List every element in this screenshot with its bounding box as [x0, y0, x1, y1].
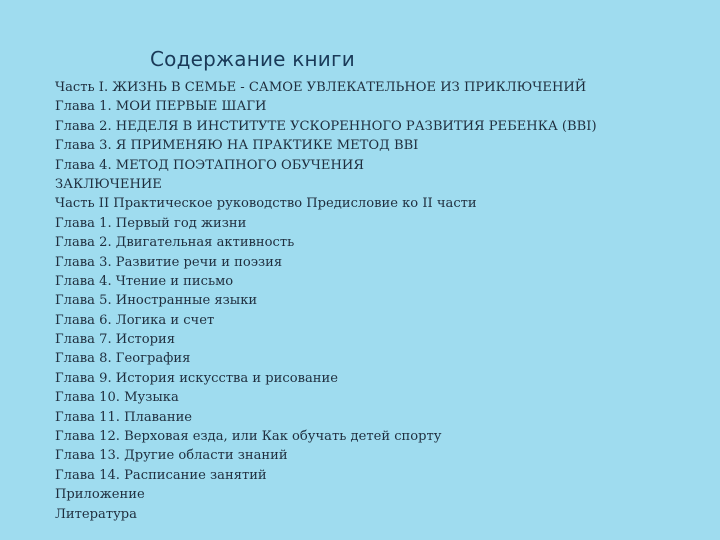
toc-item: Глава 10. Музыка	[55, 390, 179, 406]
toc-item: Глава 4. Чтение и письмо	[55, 273, 234, 289]
toc-item: Часть II Практическое руководство Предисловие ко II части	[55, 196, 477, 212]
toc-item: Глава 7. История	[55, 332, 176, 348]
toc-item: Глава 9. История искусства и рисование	[55, 370, 338, 386]
toc-item: Глава 6. Логика и счет	[55, 312, 215, 328]
toc-item: Глава 2. Двигательная активность	[55, 235, 295, 251]
toc-item: Глава 5. Иностранные языки	[55, 293, 258, 309]
toc-item: Глава 12. Верховая езда, или Как обучать детей спорту	[55, 429, 442, 445]
toc-item: Глава 3. Я ПРИМЕНЯЮ НА ПРАКТИКЕ МЕТОД ВВI	[55, 138, 419, 154]
toc-item: Глава 8. География	[55, 351, 191, 367]
toc-item: Глава 1. Первый год жизни	[55, 215, 247, 231]
toc-item: Глава 2. НЕДЕЛЯ В ИНСТИТУТЕ УСКОРЕННОГО РАЗВИТИЯ РЕБЕНКА (ВВI)	[55, 118, 597, 134]
toc-item: ЗАКЛЮЧЕНИЕ	[55, 176, 162, 192]
toc-item: Глава 4. МЕТОД ПОЭТАПНОГО ОБУЧЕНИЯ	[55, 157, 364, 173]
toc-item: Глава 14. Расписание занятий	[55, 467, 267, 483]
toc-item: Глава 11. Плавание	[55, 409, 193, 425]
toc-item: Глава 1. МОИ ПЕРВЫЕ ШАГИ	[55, 99, 267, 115]
toc-item: Часть I. ЖИЗНЬ В СЕМЬЕ - САМОЕ УВЛЕКАТЕЛЬНОЕ ИЗ ПРИКЛЮЧЕНИЙ	[55, 80, 587, 95]
toc-item: Глава 3. Развитие речи и поэзия	[55, 254, 283, 270]
toc-item: Литература	[55, 506, 137, 522]
page-title: Содержание книги	[150, 47, 355, 71]
toc-item: Приложение	[55, 487, 145, 503]
table-of-contents	[55, 78, 597, 524]
toc-item: Глава 13. Другие области знаний	[55, 448, 288, 464]
